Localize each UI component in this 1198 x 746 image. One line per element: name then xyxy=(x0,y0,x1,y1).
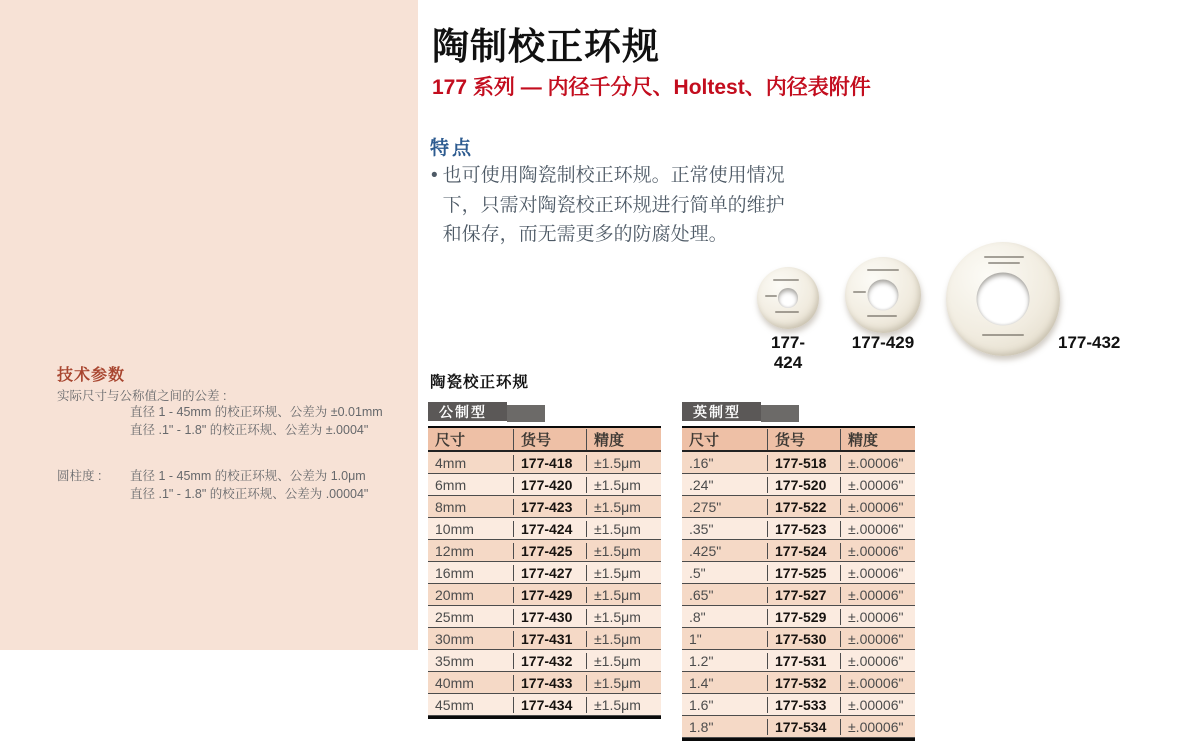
inch-spec-table xyxy=(682,426,915,741)
table-header-row xyxy=(682,428,915,452)
size-cell: 16mm xyxy=(435,564,474,581)
table-row xyxy=(428,584,661,606)
ring-marking xyxy=(765,295,777,297)
size-cell: 10mm xyxy=(435,520,474,537)
code-cell: 177-427 xyxy=(513,565,586,581)
size-cell: 1.6" xyxy=(689,696,714,713)
code-cell: 177-531 xyxy=(767,653,840,669)
table-row xyxy=(682,540,915,562)
size-cell: .16" xyxy=(689,454,714,471)
table-row xyxy=(428,694,661,716)
column-header: 货号 xyxy=(767,429,840,450)
code-cell: 177-522 xyxy=(767,499,840,515)
code-cell: 177-533 xyxy=(767,697,840,713)
ceramic-ring-photo-small xyxy=(757,267,819,329)
series-subtitle: 177 系列 — 内径千分尺、Holtest、内径表附件 xyxy=(432,76,871,99)
code-cell: 177-418 xyxy=(513,455,586,471)
ring-marking xyxy=(867,269,899,271)
ceramic-ring-photo-large xyxy=(946,242,1060,356)
column-header: 尺寸 xyxy=(435,431,466,449)
table-row xyxy=(682,716,915,738)
size-cell: 40mm xyxy=(435,674,474,691)
product-code-label: 177-424 xyxy=(770,333,806,372)
accuracy-cell: ±.00006" xyxy=(840,631,915,647)
table-row xyxy=(682,474,915,496)
code-cell: 177-424 xyxy=(513,521,586,537)
tolerance-line: 直径 1 - 45mm 的校正环规、公差为 ±0.01mm xyxy=(130,405,383,419)
ring-marking xyxy=(984,256,1024,258)
size-cell: .35" xyxy=(689,520,714,537)
size-cell: 1.4" xyxy=(689,674,714,691)
code-cell: 177-525 xyxy=(767,565,840,581)
features-paragraph xyxy=(431,161,803,250)
cylindricity-line: 直径 .1" - 1.8" 的校正环规、公差为 .00004" xyxy=(130,487,369,501)
product-code-label: 177-432 xyxy=(1058,333,1121,352)
features-text: 也可使用陶瓷制校正环规。正常使用情况下，只需对陶瓷校正环规进行简单的维护和保存，而无需更多的防腐处理。 xyxy=(442,165,785,245)
accuracy-cell: ±.00006" xyxy=(840,521,915,537)
table-row xyxy=(428,474,661,496)
tab-extension-bar xyxy=(507,405,545,422)
ring-hole xyxy=(977,273,1030,326)
code-cell: 177-532 xyxy=(767,675,840,691)
table-row xyxy=(428,628,661,650)
accuracy-cell: ±1.5μm xyxy=(586,455,661,471)
ring-marking xyxy=(982,334,1024,336)
code-cell: 177-433 xyxy=(513,675,586,691)
accuracy-cell: ±1.5μm xyxy=(586,631,661,647)
accuracy-cell: ±.00006" xyxy=(840,719,915,735)
tolerance-label: 实际尺寸与公称值之间的公差 : xyxy=(57,389,227,403)
accuracy-cell: ±1.5μm xyxy=(586,565,661,581)
ceramic-ring-photo-medium xyxy=(845,257,921,333)
table-row xyxy=(428,540,661,562)
code-cell: 177-430 xyxy=(513,609,586,625)
table-row xyxy=(428,496,661,518)
tech-params-heading: 技术参数 xyxy=(57,367,126,384)
size-cell: .24" xyxy=(689,476,714,493)
ring-marking xyxy=(853,291,866,293)
table-row xyxy=(428,562,661,584)
size-cell: .275" xyxy=(689,498,722,515)
ring-marking xyxy=(775,311,799,313)
accuracy-cell: ±1.5μm xyxy=(586,521,661,537)
accuracy-cell: ±.00006" xyxy=(840,653,915,669)
column-header: 精度 xyxy=(840,429,915,450)
accuracy-cell: ±.00006" xyxy=(840,543,915,559)
table-row xyxy=(682,606,915,628)
accuracy-cell: ±1.5μm xyxy=(586,587,661,603)
inch-type-label: 英制型 xyxy=(682,402,761,421)
accuracy-cell: ±1.5μm xyxy=(586,609,661,625)
metric-type-label: 公制型 xyxy=(428,402,507,421)
code-cell: 177-534 xyxy=(767,719,840,735)
table-row xyxy=(682,672,915,694)
cylindricity-label: 圆柱度 : xyxy=(57,469,102,483)
code-cell: 177-432 xyxy=(513,653,586,669)
accuracy-cell: ±1.5μm xyxy=(586,543,661,559)
accuracy-cell: ±1.5μm xyxy=(586,499,661,515)
size-cell: .5" xyxy=(689,564,706,581)
accuracy-cell: ±.00006" xyxy=(840,587,915,603)
metric-spec-table xyxy=(428,426,661,719)
accuracy-cell: ±.00006" xyxy=(840,609,915,625)
table-row xyxy=(682,496,915,518)
size-cell: .425" xyxy=(689,542,722,559)
table-row xyxy=(682,628,915,650)
code-cell: 177-520 xyxy=(767,477,840,493)
tab-extension-bar xyxy=(761,405,799,422)
table-row xyxy=(682,452,915,474)
column-header: 精度 xyxy=(586,429,661,450)
ring-hole xyxy=(868,280,899,311)
code-cell: 177-523 xyxy=(767,521,840,537)
table-row xyxy=(682,562,915,584)
size-cell: 1.8" xyxy=(689,718,714,735)
ring-marking xyxy=(867,315,897,317)
code-cell: 177-423 xyxy=(513,499,586,515)
table-row xyxy=(428,672,661,694)
size-cell: 1.2" xyxy=(689,652,714,669)
table-row xyxy=(428,518,661,540)
size-cell: 12mm xyxy=(435,542,474,559)
code-cell: 177-529 xyxy=(767,609,840,625)
accuracy-cell: ±.00006" xyxy=(840,455,915,471)
table-row xyxy=(428,452,661,474)
size-cell: 6mm xyxy=(435,476,467,493)
code-cell: 177-425 xyxy=(513,543,586,559)
accuracy-cell: ±.00006" xyxy=(840,565,915,581)
code-cell: 177-434 xyxy=(513,697,586,713)
code-cell: 177-527 xyxy=(767,587,840,603)
table-header-row xyxy=(428,428,661,452)
accuracy-cell: ±1.5μm xyxy=(586,477,661,493)
size-cell: 45mm xyxy=(435,696,474,713)
accuracy-cell: ±.00006" xyxy=(840,499,915,515)
size-cell: .8" xyxy=(689,608,706,625)
accuracy-cell: ±.00006" xyxy=(840,675,915,691)
tolerance-line: 直径 .1" - 1.8" 的校正环规、公差为 ±.0004" xyxy=(130,423,369,437)
size-cell: 20mm xyxy=(435,586,474,603)
features-heading: 特点 xyxy=(430,138,475,159)
page-title: 陶制校正环规 xyxy=(432,26,660,67)
ring-marking xyxy=(988,262,1020,264)
size-cell: .65" xyxy=(689,586,714,603)
product-code-label: 177-429 xyxy=(851,333,915,352)
cylindricity-line: 直径 1 - 45mm 的校正环规、公差为 1.0μm xyxy=(130,469,366,483)
ring-hole xyxy=(778,288,798,308)
left-beige-panel xyxy=(0,0,418,650)
code-cell: 177-429 xyxy=(513,587,586,603)
size-cell: 30mm xyxy=(435,630,474,647)
table-row xyxy=(428,606,661,628)
size-cell: 4mm xyxy=(435,454,467,471)
code-cell: 177-530 xyxy=(767,631,840,647)
code-cell: 177-524 xyxy=(767,543,840,559)
table-row xyxy=(682,694,915,716)
column-header: 货号 xyxy=(513,429,586,450)
size-cell: 35mm xyxy=(435,652,474,669)
table-row xyxy=(682,518,915,540)
code-cell: 177-518 xyxy=(767,455,840,471)
accuracy-cell: ±1.5μm xyxy=(586,675,661,691)
ring-marking xyxy=(773,279,799,281)
bullet-icon: • xyxy=(431,165,438,186)
accuracy-cell: ±1.5μm xyxy=(586,697,661,713)
accuracy-cell: ±.00006" xyxy=(840,697,915,713)
size-cell: 25mm xyxy=(435,608,474,625)
accuracy-cell: ±1.5μm xyxy=(586,653,661,669)
table-row xyxy=(682,584,915,606)
size-cell: 8mm xyxy=(435,498,467,515)
size-cell: 1" xyxy=(689,630,702,647)
table-row xyxy=(682,650,915,672)
table-row xyxy=(428,650,661,672)
spec-tables-heading: 陶瓷校正环规 xyxy=(430,374,530,391)
column-header: 尺寸 xyxy=(689,431,720,449)
code-cell: 177-431 xyxy=(513,631,586,647)
accuracy-cell: ±.00006" xyxy=(840,477,915,493)
code-cell: 177-420 xyxy=(513,477,586,493)
